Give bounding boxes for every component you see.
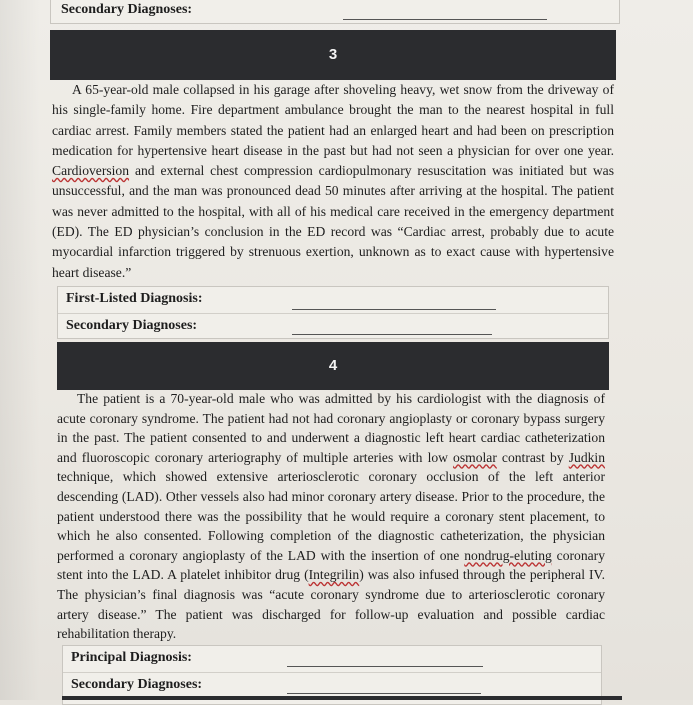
case-4-text-4: coronary stent into the LAD. A platelet inhibitor drug ( [57,547,605,583]
case-4-number: 4 [328,357,338,374]
case-3-term-cardioversion: Cardioversion [52,163,130,179]
case-4-text-3: technique, which showed extensive arteriosclerotic coronary occlusion of the left anterior descending (LAD). Other vessels also had minor coronary artery disease. Prior to the procedure, the patient understood there was the possibility that he would require a coronary stent placement, to which he also consented. Following completion of the diagnostic catheterization, the physician performed a coronary angioplasty of the LAD with the insertion of one [57,469,605,563]
case-4-term-integrilin: Integrilin [308,567,360,583]
case-4-term-nondrug-eluting: nondrug-eluting [464,547,552,563]
bottom-bar-edge [62,696,622,700]
case-3-secondary-label: Secondary Diagnoses: [66,318,198,333]
case-4-header [57,342,609,390]
case-4-secondary-label: Secondary Diagnoses: [71,677,203,692]
case-4-text-1: The patient is a 70-year-old male who was admitted by his cardiologist with the diagnosis of acute coronary syndrome. The patient had not had coronary angioplasty or coronary bypass surgery in the past. The patient consented to and underwent a diagnostic left heart cardiac catheterization and fluoroscopic coronary arteriography of multiple arteries with low [57,391,605,465]
case-4-narrative [57,389,605,644]
case-4-principal-row [63,646,601,672]
case-3-header [50,30,616,80]
top-secondary-diagnoses-row [51,0,619,24]
top-answer-box [50,0,620,24]
case-4-secondary-row [63,672,601,699]
case-4-text-2: contrast by [496,449,569,465]
case-3-narrative [52,80,614,283]
case-4-text-5: ) was also infused through the peripheral IV. The physician’s final diagnosis was “acute coronary syndrome due to arteriosclerotic coronary artery disease.” The patient was discharged for follow-up evaluation and possible cardiac rehabilitation therapy. [57,567,605,642]
case-4-term-osmolar: osmolar [453,449,497,465]
case-3-first-listed-line[interactable] [292,309,496,310]
case-3-secondary-line[interactable] [292,334,492,335]
case-4-principal-line[interactable] [287,666,483,667]
case-3-answer-box [57,286,609,339]
case-3-number: 3 [328,46,338,63]
case-4-term-judkin: Judkin [568,449,605,465]
case-3-first-listed-label: First-Listed Diagnosis: [66,291,203,306]
top-secondary-diagnoses-line[interactable] [343,19,547,20]
case-4-secondary-line[interactable] [287,693,481,694]
case-3-first-listed-row [58,287,608,313]
page-shadow [0,0,40,700]
case-3-text-2: and external chest compression cardiopulmonary resuscitation was initiated but was unsuccessful, and the man was pronounced dead 50 minutes after arriving at the hospital. The patient was never admitted to the hospital, with all of his medical care received in the emergency department (ED). The ED physician’s conclusion in the ED record was “Cardiac arrest, probably due to acute myocardial infarction triggered by strenuous exertion, unknown as to exact cause with hypertensive heart disease.” [52,163,614,280]
case-3-secondary-row [58,313,608,340]
case-3-text-1: A 65-year-old male collapsed in his garage after shoveling heavy, wet snow from the driveway of his single-family home. Fire department ambulance brought the man to the nearest hospital in full cardiac arrest. Family members stated the patient had an enlarged heart and had been on prescription medication for hypertensive heart disease in the past but had not seen a physician for over one year. [52,82,614,158]
top-secondary-diagnoses-label: Secondary Diagnoses: [61,2,193,17]
case-4-principal-label: Principal Diagnosis: [71,650,192,665]
